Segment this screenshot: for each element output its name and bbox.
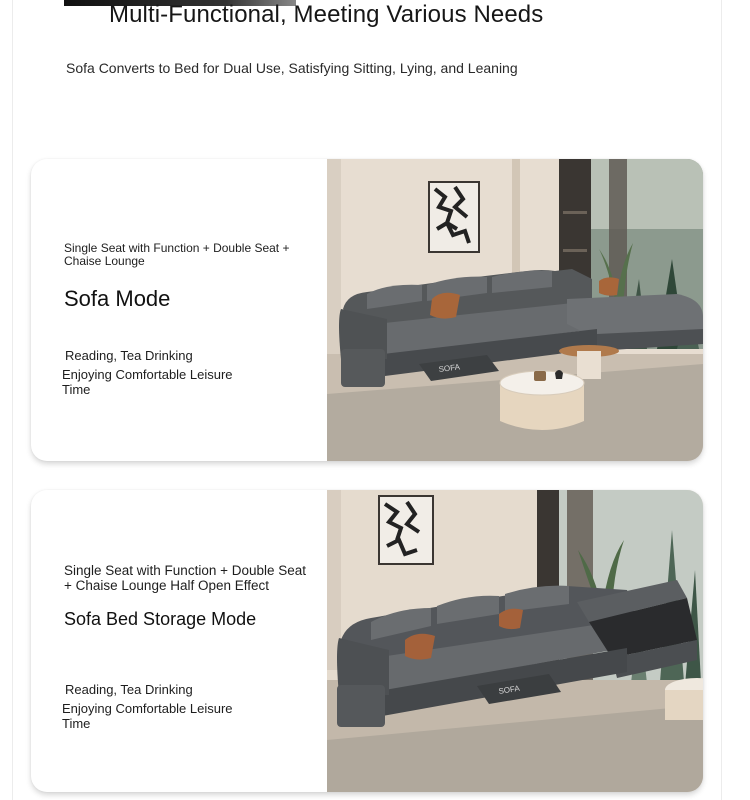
activity-text: Reading, Tea Drinking <box>65 682 193 697</box>
sofa-mode-card <box>31 159 703 461</box>
sofa-bed-storage-photo <box>327 490 703 792</box>
page-title: Multi-Functional, Meeting Various Needs <box>109 1 544 28</box>
feature-description: Single Seat with Function + Double Seat + Chaise Lounge <box>64 241 290 268</box>
sofa-bed-illustration <box>327 490 703 792</box>
page-subtitle: Sofa Converts to Bed for Dual Use, Satisfying Sitting, Lying, and Leaning <box>66 60 518 76</box>
sofa-mode-illustration <box>327 159 703 461</box>
leisure-text: Enjoying Comfortable Leisure Time <box>62 367 233 397</box>
product-label: SOFA <box>438 362 461 374</box>
mode-title: Sofa Bed Storage Mode <box>64 609 257 629</box>
activity-text: Reading, Tea Drinking <box>65 348 193 363</box>
product-label: SOFA <box>497 683 521 696</box>
mode-title: Sofa Mode <box>64 286 171 311</box>
feature-description: Single Seat with Function + Double Seat + Chaise Lounge Half Open Effect <box>64 563 307 593</box>
leisure-text: Enjoying Comfortable Leisure Time <box>62 701 233 731</box>
sofa-mode-photo <box>327 159 703 461</box>
sofa-bed-storage-mode-card <box>31 490 703 792</box>
